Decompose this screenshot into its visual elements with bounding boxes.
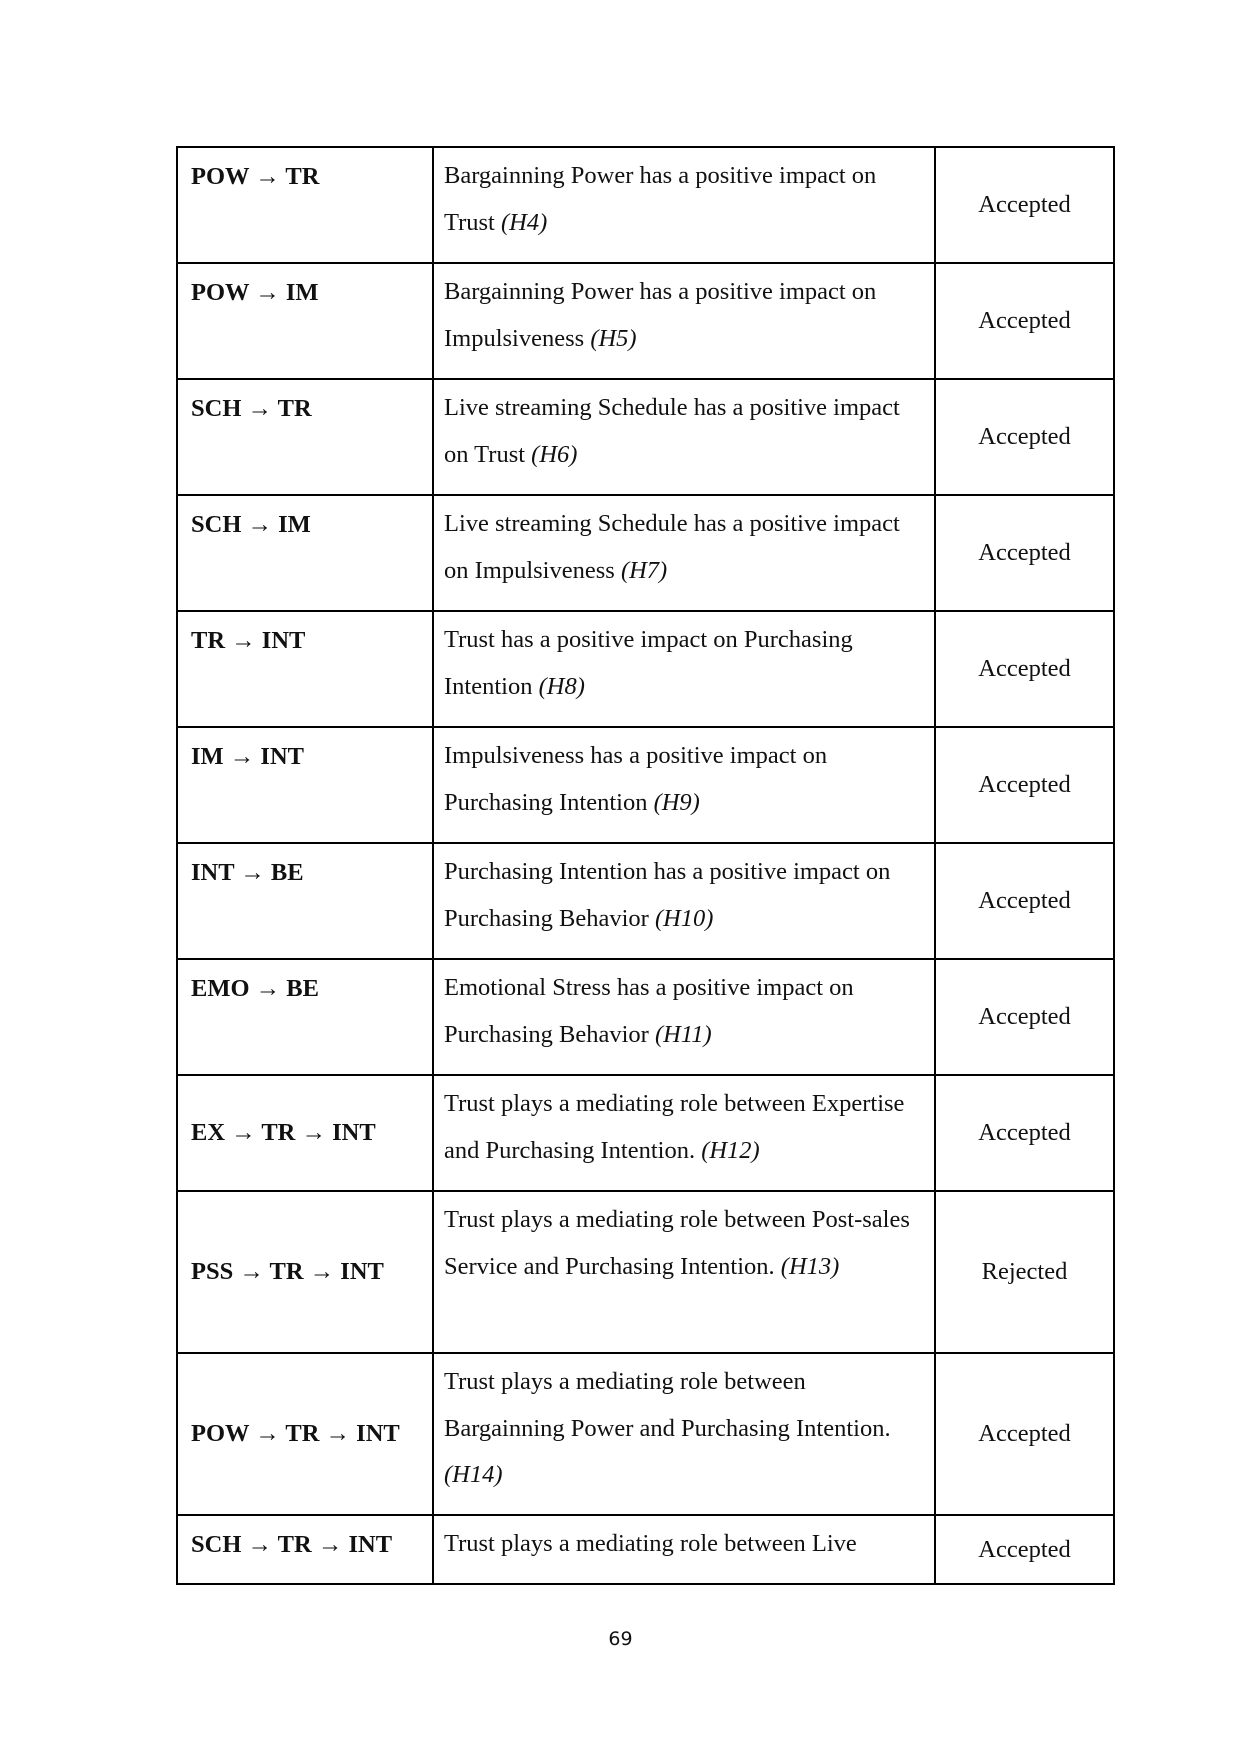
description-cell (433, 263, 935, 379)
result-cell: Accepted (935, 147, 1114, 263)
path-cell: SCH → TR (177, 379, 433, 495)
description-cell (433, 495, 935, 611)
result-cell: Accepted (935, 959, 1114, 1075)
path-cell: POW → TR (177, 147, 433, 263)
hypothesis-text: Trust plays a mediating role between Live (444, 1530, 857, 1557)
hypothesis-text: Emotional Stress has a positive impact on Purchasing Behavior (444, 974, 854, 1048)
hypothesis-text: Trust has a positive impact on Purchasing Intention (444, 626, 853, 700)
path-cell: POW → IM (177, 263, 433, 379)
table-row (177, 379, 1114, 495)
description-cell (433, 1515, 935, 1584)
hypothesis-code: (H7) (620, 556, 668, 584)
table-row (177, 263, 1114, 379)
hypothesis-code: (H14) (444, 1461, 503, 1488)
hypothesis-code: (H6) (531, 440, 578, 468)
path-cell: EMO → BE (177, 959, 433, 1075)
table-row (177, 1191, 1114, 1353)
result-cell: Accepted (935, 611, 1114, 727)
table-row (177, 1515, 1114, 1584)
result-cell: Accepted (935, 1353, 1114, 1515)
result-cell: Accepted (935, 1075, 1114, 1191)
description-cell (433, 727, 935, 843)
table-row (177, 843, 1114, 959)
table-row (177, 959, 1114, 1075)
hypothesis-text: Purchasing Intention has a positive impact on Purchasing Behavior (444, 858, 891, 932)
hypothesis-text: Impulsiveness has a positive impact on Purchasing Intention (444, 742, 828, 816)
result-cell: Accepted (935, 727, 1114, 843)
path-cell: POW → TR → INT (177, 1353, 433, 1515)
description-cell (433, 959, 935, 1075)
result-cell: Rejected (935, 1191, 1114, 1353)
hypothesis-code: (H13) (780, 1252, 840, 1280)
hypothesis-text: Trust plays a mediating role between Post-sales Service and Purchasing Intention. (444, 1206, 910, 1280)
path-cell: EX → TR → INT (177, 1075, 433, 1191)
path-cell: IM → INT (177, 727, 433, 843)
hypothesis-code: (H5) (590, 324, 637, 352)
path-cell: TR → INT (177, 611, 433, 727)
path-cell: SCH → TR → INT (177, 1515, 433, 1584)
description-cell (433, 379, 935, 495)
table-row (177, 727, 1114, 843)
description-cell (433, 1353, 935, 1515)
page-number: 69 (608, 1628, 633, 1650)
description-cell (433, 147, 935, 263)
description-cell (433, 611, 935, 727)
result-cell: Accepted (935, 379, 1114, 495)
result-cell: Accepted (935, 263, 1114, 379)
path-cell: SCH → IM (177, 495, 433, 611)
description-cell (433, 843, 935, 959)
description-cell (433, 1075, 935, 1191)
description-cell (433, 1191, 935, 1353)
hypothesis-code: (H8) (538, 672, 585, 700)
hypothesis-code: (H12) (701, 1136, 760, 1164)
table-row (177, 1353, 1114, 1515)
hypothesis-results-table (176, 146, 1115, 1585)
hypothesis-text: Trust plays a mediating role between Bargainning Power and Purchasing Intention. (444, 1368, 891, 1442)
hypothesis-code: (H11) (654, 1020, 712, 1048)
result-cell: Accepted (935, 843, 1114, 959)
hypothesis-code: (H10) (654, 904, 714, 932)
path-cell: INT → BE (177, 843, 433, 959)
result-cell: Accepted (935, 495, 1114, 611)
table-row (177, 147, 1114, 263)
table-row (177, 1075, 1114, 1191)
hypothesis-code: (H4) (500, 208, 548, 236)
hypothesis-text: Live streaming Schedule has a positive impact on Trust (444, 394, 900, 468)
hypothesis-text: Bargainning Power has a positive impact on Trust (444, 162, 877, 236)
hypothesis-text: Trust plays a mediating role between Expertise and Purchasing Intention. (444, 1090, 905, 1164)
hypothesis-text: Bargainning Power has a positive impact on Impulsiveness (444, 278, 877, 352)
hypothesis-text: Live streaming Schedule has a positive impact on Impulsiveness (444, 510, 900, 584)
table-row (177, 495, 1114, 611)
result-cell: Accepted (935, 1515, 1114, 1584)
table-row (177, 611, 1114, 727)
hypothesis-code: (H9) (653, 788, 700, 816)
path-cell: PSS → TR → INT (177, 1191, 433, 1353)
